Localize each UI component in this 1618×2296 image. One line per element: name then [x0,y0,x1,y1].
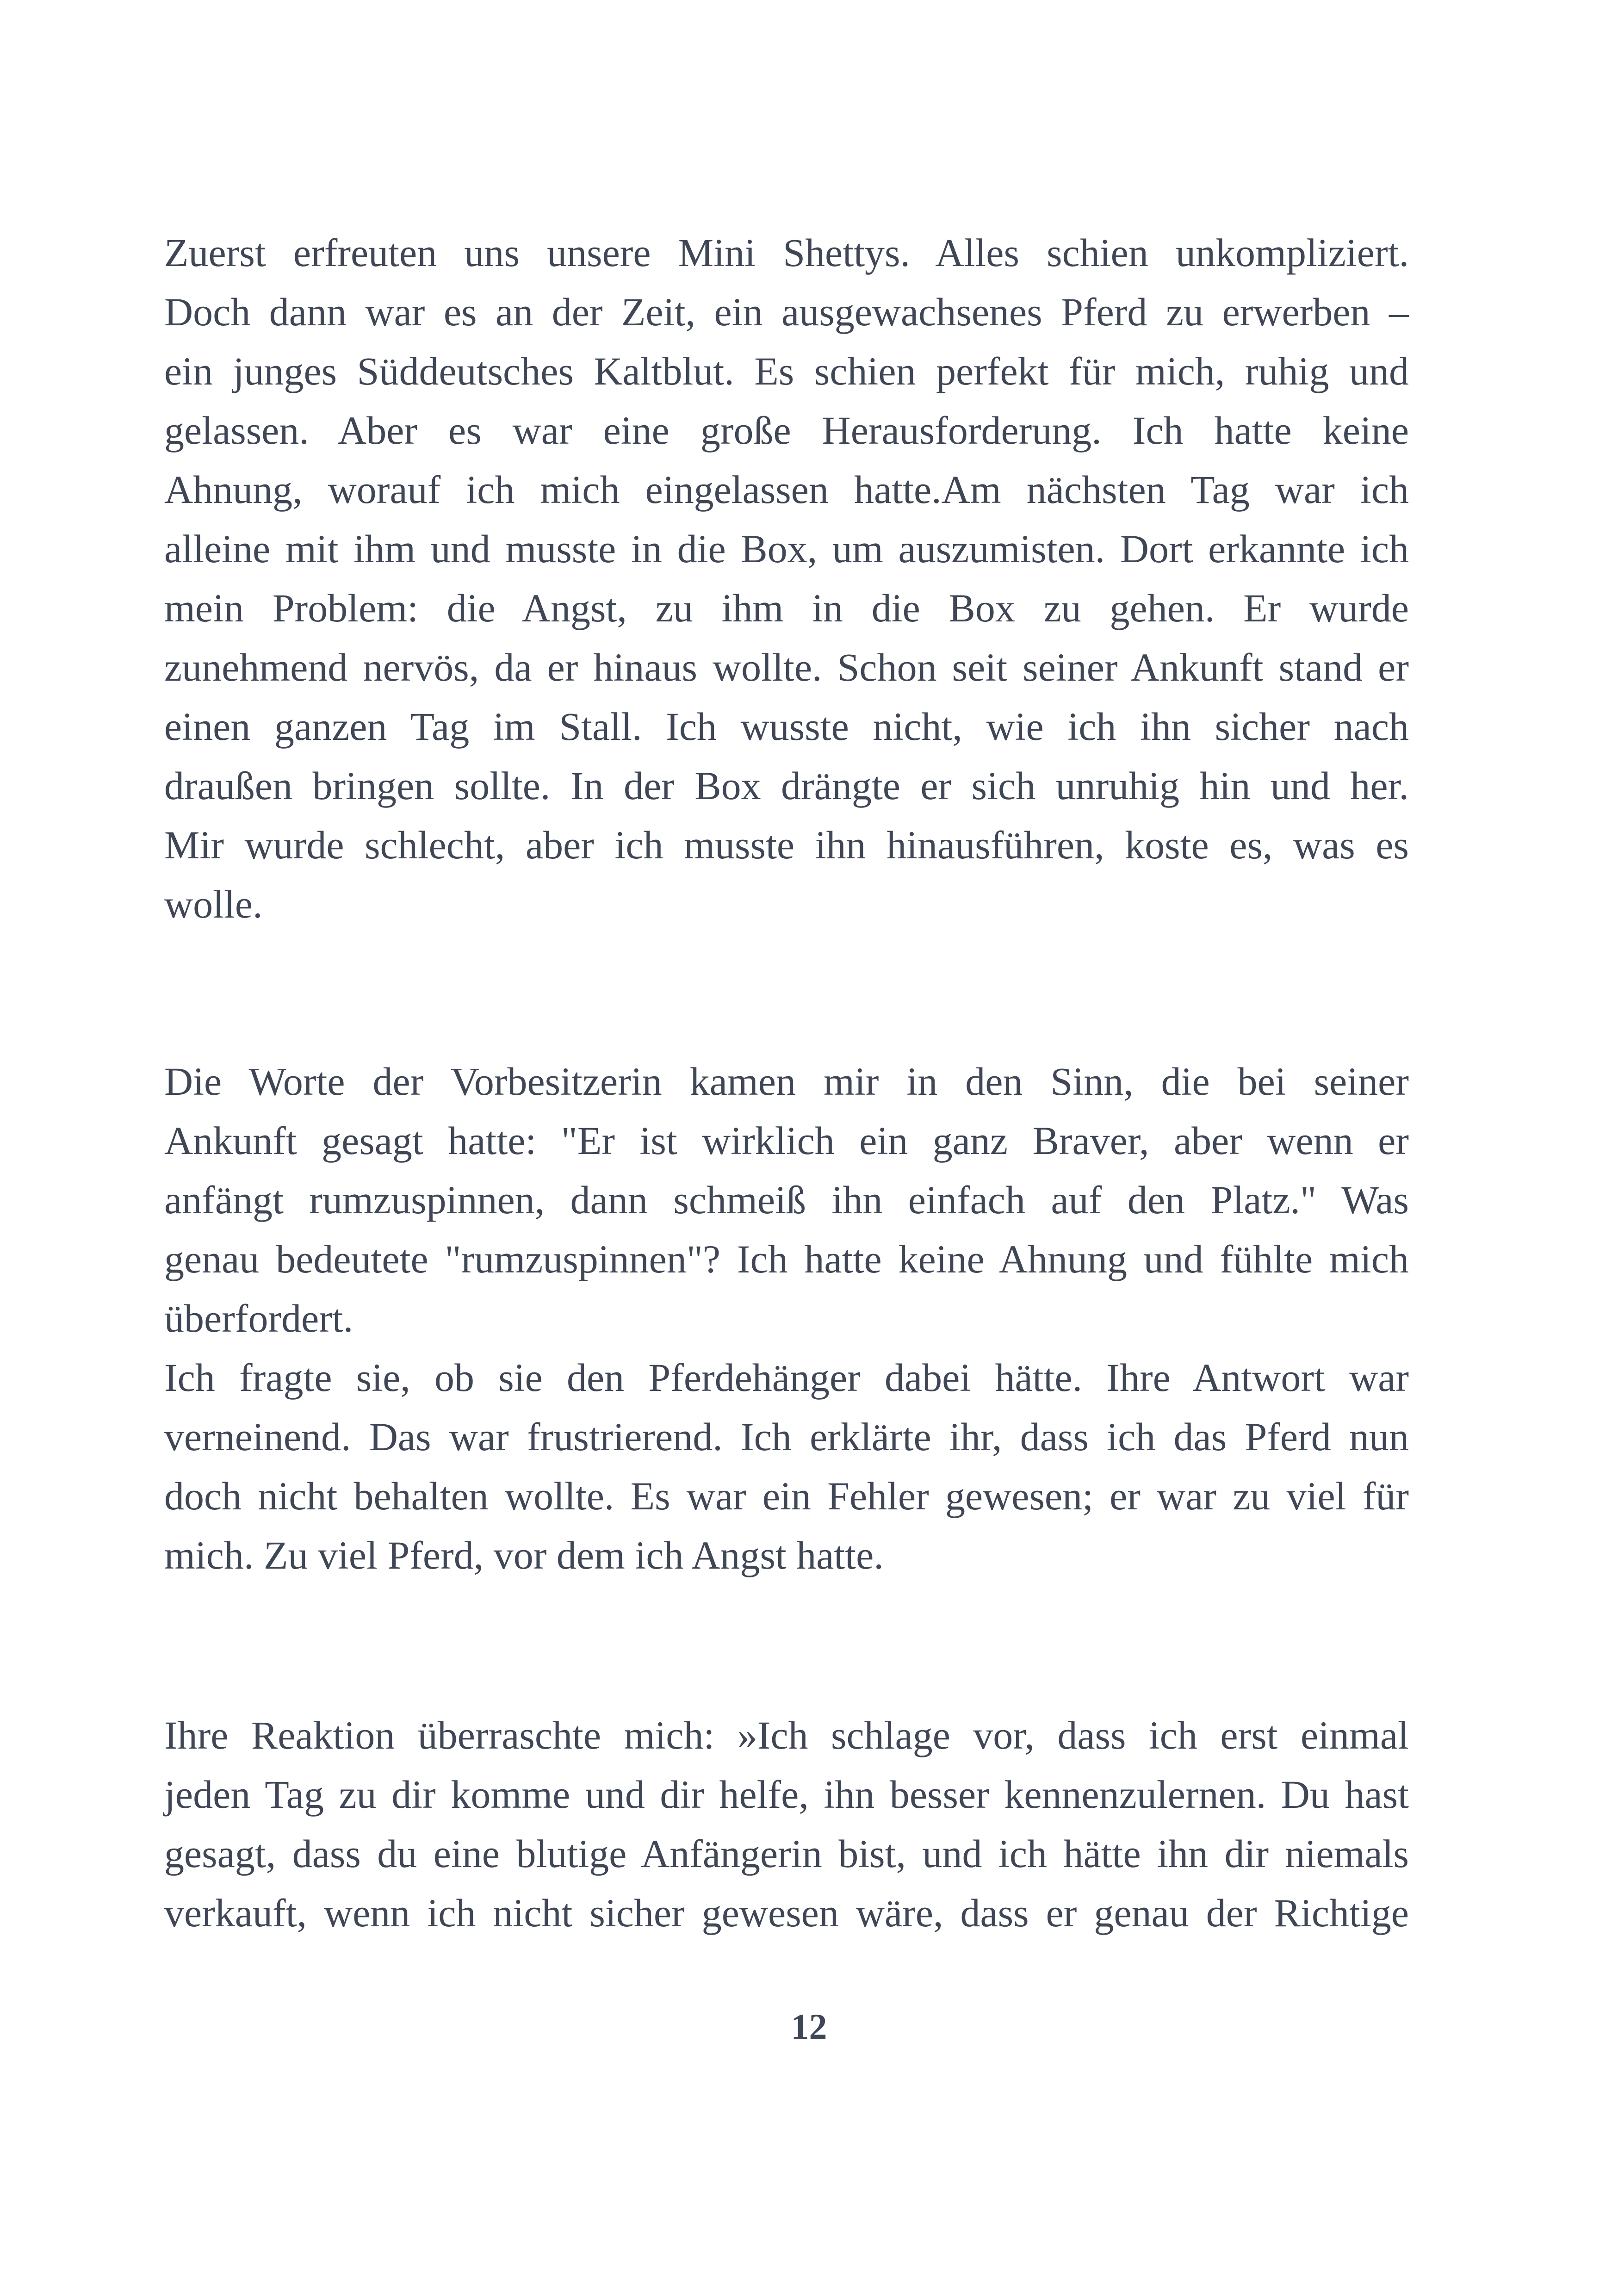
text-line: ein junges Süddeutsches Kaltblut. Es schien perfekt für mich, ruhig und [164,349,1409,393]
text-line: Ahnung, worauf ich mich eingelassen hatte.Am nächsten Tag war ich [164,467,1409,512]
text-line: verkauft, wenn ich nicht sicher gewesen wäre, dass er genau der Richtige [164,1891,1409,1935]
text-line: Ihre Reaktion überraschte mich: »Ich schlage vor, dass ich erst einmal [164,1713,1409,1757]
text-line: Ich fragte sie, ob sie den Pferdehänger dabei hätte. Ihre Antwort war [164,1355,1409,1400]
text-line: Mir wurde schlecht, aber ich musste ihn hinausführen, koste es, was es [164,823,1409,867]
paragraph-3 [164,1706,1409,1942]
text-line: verneinend. Das war frustrierend. Ich erklärte ihr, dass ich das Pferd nun [164,1415,1409,1459]
paragraph-1 [164,223,1409,934]
text-line: jeden Tag zu dir komme und dir helfe, ihn besser kennenzulernen. Du hast [164,1772,1409,1817]
text-line: Doch dann war es an der Zeit, ein ausgewachsenes Pferd zu erwerben – [164,290,1409,334]
text-line: Die Worte der Vorbesitzerin kamen mir in den Sinn, die bei seiner [164,1059,1409,1104]
text-line: draußen bringen sollte. In der Box drängte er sich unruhig hin und her. [164,763,1409,808]
text-line: zunehmend nervös, da er hinaus wollte. Schon seit seiner Ankunft stand er [164,645,1409,689]
text-line: alleine mit ihm und musste in die Box, um auszumisten. Dort erkannte ich [164,527,1409,571]
text-line: genau bedeutete "rumzuspinnen"? Ich hatte keine Ahnung und fühlte mich [164,1237,1409,1281]
text-line: wolle. [164,882,263,926]
text-line: mich. Zu viel Pferd, vor dem ich Angst hatte. [164,1533,884,1577]
text-line: gelassen. Aber es war eine große Herausforderung. Ich hatte keine [164,408,1409,453]
text-line: mein Problem: die Angst, zu ihm in die Box zu gehen. Er wurde [164,586,1409,630]
text-line: anfängt rumzuspinnen, dann schmeiß ihn einfach auf den Platz." Was [164,1178,1409,1222]
text-line: Zuerst erfreuten uns unsere Mini Shettys. Alles schien unkompliziert. [164,230,1409,275]
text-line: einen ganzen Tag im Stall. Ich wusste nicht, wie ich ihn sicher nach [164,704,1409,749]
text-line: Ankunft gesagt hatte: "Er ist wirklich ein ganz Braver, aber wenn er [164,1118,1409,1163]
text-line: überfordert. [164,1296,353,1340]
page-number: 12 [791,2006,827,2047]
text-line: doch nicht behalten wollte. Es war ein Fehler gewesen; er war zu viel für [164,1474,1409,1518]
paragraph-2 [164,1052,1409,1585]
text-line: gesagt, dass du eine blutige Anfängerin bist, und ich hätte ihn dir niemals [164,1831,1409,1876]
